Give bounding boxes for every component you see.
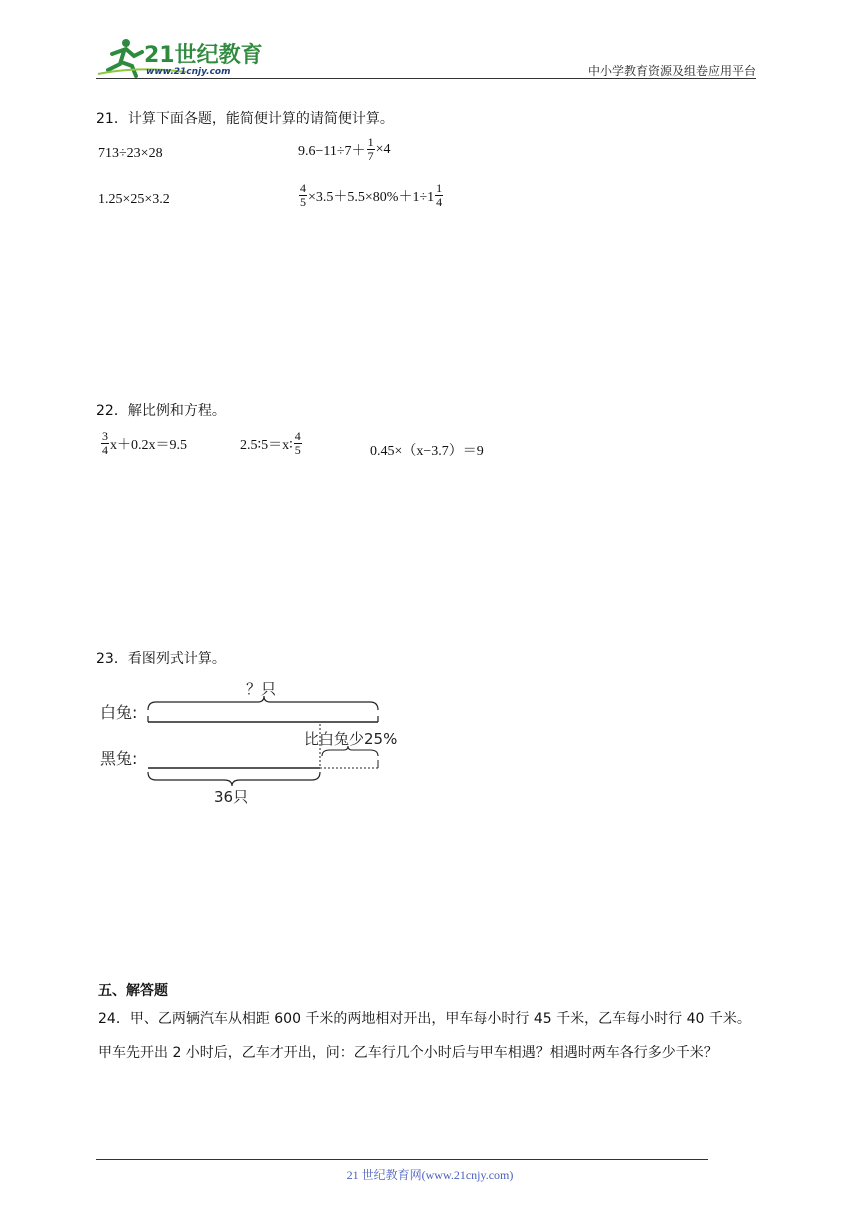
q22-e1-post: x＋0.2x＝9.5 [110,437,187,453]
black-rabbit-label: 黑兔: [100,749,138,768]
logo-url: www.21cnjy.com [146,67,231,77]
q21-e4-fraction-2 [435,182,443,209]
q22-e2-fraction [294,430,302,457]
site-logo [96,36,266,80]
q24-line-1: 24．甲、乙两辆汽车从相距 600 千米的两地相对开出，甲车每小时行 45 千米，乙车每小时行 40 千米。 [98,1011,751,1027]
fraction-denominator: 5 [294,443,301,457]
fraction-denominator: 5 [300,195,306,209]
top-brace [148,696,378,710]
q21-expression-1 [98,146,163,162]
q21-e3-text: 1.25×25×3.2 [98,192,170,207]
q21-e1-text: 713÷23×28 [98,146,163,161]
fraction-numerator: 3 [102,429,108,443]
footer-link[interactable]: 21 世纪教育网(www.21cnjy.com) [346,1168,514,1182]
fraction-denominator: 4 [436,195,443,209]
q22-title: 22．解比例和方程。 [96,403,226,419]
white-rabbit-label: 白兔: [100,703,138,722]
q21-e2-pre: 9.6−11÷7＋ [298,143,366,159]
q22-e3-text: 0.45×（x−3.7）＝9 [370,444,484,459]
q21-e4-mid: ×3.5＋5.5×80%＋1÷1 [308,189,435,205]
q21-title: 21．计算下面各题，能简便计算的请简便计算。 [96,111,394,127]
fraction-numerator: 1 [367,135,374,149]
black-rabbit-count-label: 36只 [214,788,249,806]
q23-title: 23．看图列式计算。 [96,651,226,667]
bottom-brace [148,772,320,786]
fraction-numerator: 4 [294,429,301,443]
q24-line-2: 甲车先开出 2 小时后，乙车才开出，问：乙车行几个小时后与甲车相遇？相遇时两车各行多少千米？ [98,1045,718,1061]
fraction-numerator: 1 [436,181,443,195]
q21-expression-4 [298,182,444,209]
q21-expression-2 [298,136,390,163]
q21-e2-fraction [367,136,375,163]
rabbit-diagram [98,676,398,806]
section-title: 五、解答题 [98,983,168,999]
fraction-numerator: 4 [300,181,306,195]
less-percent-label: 比白兔少25% [304,730,398,748]
q22-expression-2 [240,430,303,457]
q22-e2-pre: 2.5∶5＝x∶ [240,437,293,453]
fraction-denominator: 7 [367,149,374,163]
footer-divider [96,1159,708,1160]
fraction-denominator: 4 [102,443,108,457]
q22-expression-3 [370,440,484,460]
q21-expression-3 [98,192,170,208]
q22-e1-fraction [101,430,109,457]
header-platform-name: 中小学教育资源及组卷应用平台 [587,64,756,78]
q21-e4-fraction-1 [299,182,307,209]
logo-text: 21世纪教育 [144,43,263,68]
q21-e2-post: ×4 [375,141,391,157]
header-divider [96,78,756,79]
q22-expression-1 [100,430,187,457]
logo-graphic [96,36,266,80]
unknown-count-label: ？只 [246,680,277,698]
